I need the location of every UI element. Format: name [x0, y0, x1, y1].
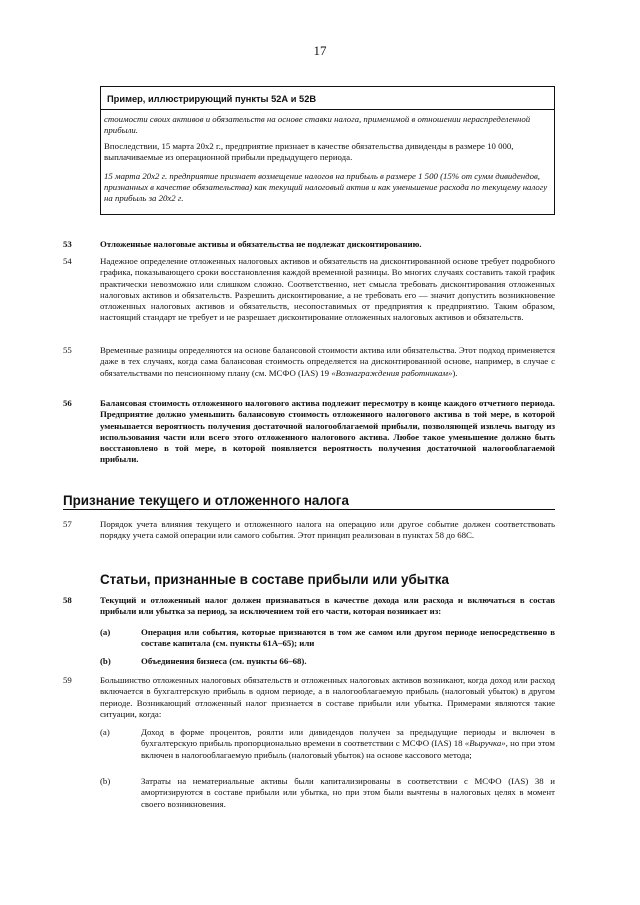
paragraph-55-standard-title: «Вознаграждения работникам» — [331, 367, 453, 378]
list-item-label: (b) — [100, 776, 111, 786]
paragraph-53: Отложенные налоговые активы и обязательства не подлежат дисконтированию. — [100, 239, 422, 249]
heading-rule — [63, 509, 555, 510]
example-title: Пример, иллюстрирующий пункты 52А и 52В — [100, 86, 555, 110]
list-item-text: Операция или события, которые признаются в том же самом или другом периоде непосредственно в составе капитала (см. пункты 61А–65); или — [141, 627, 555, 649]
example-text-1: стоимости своих активов и обязательств на основе ставки налога, применимой в отношении нераспределенной прибыли. — [104, 114, 531, 135]
list-item-text-start: Доход в форме процентов, роялти или дивидендов получен за предыдущие периоды и включен в бухгалтерскую прибыль пропорционально времени в соответствии с МСФО (IAS) 18 — [141, 727, 555, 749]
list-item-text: Объединения бизнеса (см. пункты 66–68). — [141, 656, 307, 666]
paragraph-number-58: 58 — [63, 595, 72, 605]
list-item-label: (а) — [100, 727, 110, 737]
paragraph-number-56: 56 — [63, 398, 72, 408]
page-number: 17 — [313, 43, 327, 58]
paragraph-number-59: 59 — [63, 675, 72, 685]
list-item-text-end: , но при этом включен в налогооблагаемую прибыль (налоговый убыток) на основе кассового метода; — [141, 738, 555, 760]
list-item-standard-title: «Выручка» — [464, 738, 506, 749]
list-item-label: (а) — [100, 627, 111, 637]
paragraph-number-57: 57 — [63, 519, 72, 529]
list-item-text: Затраты на нематериальные активы были капитализированы в соответствии с МСФО (IAS) 38 и амортизируются в составе прибыли или убытка, но при этом были вычтены в налоговых целях в момент своего возникновения. — [141, 776, 555, 809]
list-item-label: (b) — [100, 656, 111, 666]
example-text-2: Впоследствии, 15 марта 20х2 г., предприятие признает в качестве обязательства дивиденды в размере 10 000, выплачиваемые из операционной прибыли предыдущего периода. — [104, 141, 514, 162]
paragraph-55 — [100, 345, 555, 379]
paragraph-58: Текущий и отложенный налог должен признаваться в качестве дохода или расхода и включаться в состав прибыли или убытка за период, за исключением той его части, которая возникает из: — [100, 595, 555, 617]
paragraph-number-53: 53 — [63, 239, 72, 249]
paragraph-57: Порядок учета влияния текущего и отложенного налога на операцию или другое событие должен соответствовать порядку учета самой операции или самого события. Этот принцип реализован в пунктах 58 до 68С. — [100, 519, 555, 541]
paragraph-number-54: 54 — [63, 256, 72, 266]
section-heading-recognition: Признание текущего и отложенного налога — [63, 493, 349, 508]
paragraph-56: Балансовая стоимость отложенного налогового актива подлежит пересмотру в конце каждого отчетного периода. Предприятие должно уменьшить балансовую стоимость отложенного налогового актива в той мере, в которой уменьшается вероятность получения достаточной налогооблагаемой прибыли, позволяющей извлечь выгоду из использования части или всего этого отложенного налогового актива. Любое такое уменьшение должно быть восстановлено в той мере, в которой появляется вероятность получения достаточной налогооблагаемой прибыли. — [100, 398, 555, 465]
paragraph-55-text-end: ). — [452, 367, 458, 378]
list-item-text — [141, 727, 555, 761]
paragraph-55-text: Временные разницы определяются на основе балансовой стоимости актива или обязательства. Этот подход применяется даже в тех случаях, когда сама балансовая стоимость определяется на дисконтированной основе, например, в случае с обязательствами по пенсионному плану (см. МСФО (IAS) 19 — [100, 345, 555, 378]
example-text-3: 15 марта 20х2 г. предприятие признает возмещение налогов на прибыль в размере 1 500 (15% от сумм дивидендов, признанных в качестве обязательства) как текущий налоговый актив и как уменьшение расхода по текущему налогу на прибыль за 20х2 г. — [104, 171, 548, 203]
paragraph-number-55: 55 — [63, 345, 72, 355]
paragraph-59: Большинство отложенных налоговых обязательств и отложенных налоговых активов возникают, когда доход или расход включается в бухгалтерскую прибыль в одном периоде, а в налогооблагаемую прибыль (налоговый убыток) в другом периоде. Возникающий отложенный налог признается в составе прибыли или убытка. Примерами являются такие ситуации, когда: — [100, 675, 555, 719]
section-heading-profit-loss: Статьи, признанные в составе прибыли или убытка — [100, 572, 449, 587]
paragraph-54: Надежное определение отложенных налоговых активов и обязательств на дисконтированной основе требует подробного графика, показывающего сроки восстановления каждой временной разницы. Во многих случаях составить такой график практически невозможно или слишком сложно. Соответственно, нет смысла требовать дисконтирования отложенных налоговых активов и обязательств. Разрешить дисконтирование, а не требовать его — значит допустить возникновение отложенных налоговых активов и обязательств, несопоставимых от предприятия к предприятию. Таким образом, настоящий стандарт не требует и не разрешает дисконтирование отложенных налоговых активов и обязательств. — [100, 256, 555, 323]
